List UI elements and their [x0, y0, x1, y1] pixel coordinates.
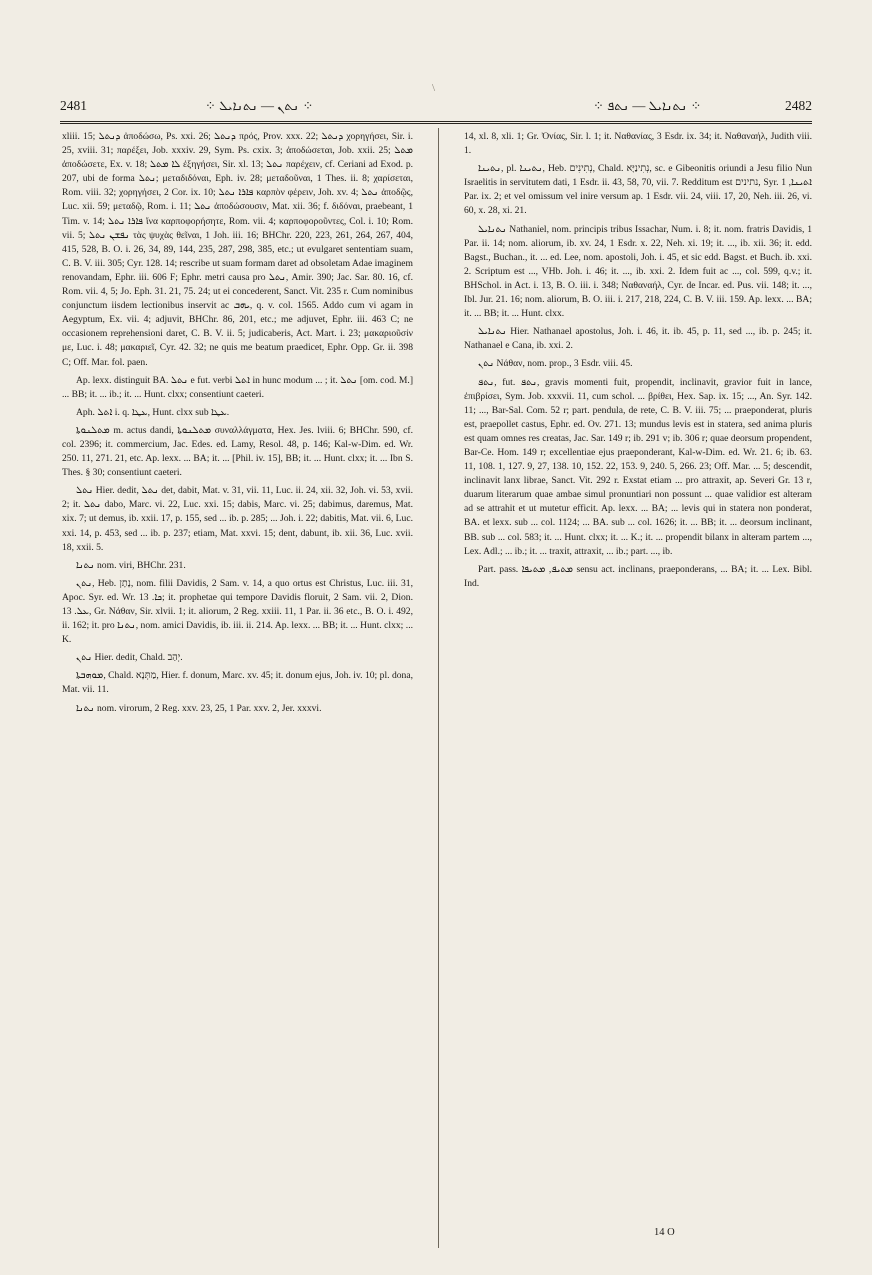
- margin-mark: \: [432, 82, 436, 94]
- entry-paragraph: Part. pass. ܡܬܝܦ, ܡܬܝܦܐ sensu act. inclinans, praeponderans, ... BA; it. ... Lex. Bibl. Ind.: [464, 563, 812, 589]
- page-number-left: 2481: [60, 98, 87, 113]
- entry-paragraph: Ap. lexx. distinguit BA. ܢܬܠ e fut. verbi ܐܬܠ in hunc modum ... ; it. ܢܬܠ [om. cod. M.] ... BB; it. ... ib.; it. ... Hunt. clxx; consentiunt caeteri.: [62, 374, 413, 400]
- entry-paragraph: ܢܬܦ, fut. ܢܬܦ, gravis momenti fuit, propendit, inclinavit, gravior fuit in lance, ἐπιβρίσει, Sym. Job. xxxvii. 11, cum schol. ... βρίθει, Hex. Sap. ix. 15; ..., An. Syr. 142. 11; ..., Bar-Sal. Com. 52 r; part. pendula, de rete, C. B. V. iii. 75; ... praeponderat, pluris est, praepollet castus, Ephr. ed. Ov. 271. 13; mundus levis est in statera, sed anima pluris est quam omnes res creatas, Jac. Sar. 149 r; ib. 291 v; ib. 306 r; quae deorsum propendent, Bar-Ce. Hom. 149 r; excellentiae ejus praeponderant, Kal-w-Dim. ed. Wr. 21. 6; ib. 63. 11, 108. 1, 127. 9, 27, 138. 10, 152. 22, 153. 9, 240. 5, 266. 23; Off. Mar. ... 5; descendit, inclinavit lanx librae, Sanct. Vit. 292 r. Exstat etiam ... pro attraxit, ap. Severi Gr. 13 r, duarum literarum quae ambae simul pronuntiari non possunt ... quae validior est alteram ad se attrahit et ut mutetur efficit. Ap. lexx. ... BA; ... levis qui in statera non ponderat, BA. et lexx. sub ... col. 1124; ... BA. sub ... col. 1626; it. ... BB; it. ... deorsum inclinant, BB. sub ... col. 583; it. ... Hunt. clxx; it. ... K.; it. ... propendit bilanx in alteram partem ..., Lex. Adl.; ... ib.; it. ... traxit, attraxit, ... ib.; part. ..., ib.: [464, 376, 812, 557]
- entry-paragraph: ܢܬܢ, Heb. נָתָן, nom. filii Davidis, 2 Sam. v. 14, a quo ortus est Christus, Luc. iii. 31, Apoc. Syr. ed. Wr. ܟܐ. 13; it. prophetae qui tempore Davidis floruit, 2 Sam. vii. 2, Dion. ܥܠ. 13, Gr. Νάθαν, Sir. xlvii. 1; it. aliorum, 2 Reg. xxiii. 11, 1 Par. ii. 36 etc., B. O. i. 492, ii. 162; it. pro ܢܬܢܐ, nom. amici Davidis, ib. iii. ii. 214. Ap. lexx. ... BB; it. ... Hunt. clxx; ... K.: [62, 577, 413, 646]
- entry-paragraph: ܢܬܢܐ nom. virorum, 2 Reg. xxv. 23, 25, 1 Par. xxv. 2, Jer. xxxvi.: [76, 702, 322, 714]
- entry-paragraph: ܢܬܝܢܐ, pl. ܢܬܝܢܐ, Heb. נְתִינִים, Chald. נְתִינַיָּא, sc. e Gibeonitis oriundi a Jesu filio Nun Israelitis in servitutem dati, 1 Esdr. ii. 43, 58, 70, vii. 7. Redditum est נתינים, Syr. ܐܬܝܢܐ, 1 Par. ix. 2; et vel omissum vel inire versum ap. 1 Esdr. vii. 24, viii. 17, 20, Neh. iii. 26, vi. 60, x. 28, xi. 21.: [464, 163, 812, 217]
- entry-paragraph: ܢܬܢ Hier. dedit, Chald. יְהַב.: [76, 652, 183, 664]
- page-header: [60, 98, 812, 120]
- column-divider: [438, 128, 439, 1248]
- header-rule: [60, 121, 812, 124]
- page-number-right: 2482: [785, 98, 812, 113]
- left-column: [62, 130, 413, 1245]
- entry-paragraph: ܢܬܢ Νάθαν, nom. prop., 3 Esdr. viii. 45.: [478, 358, 633, 370]
- entry-paragraph: ܢܬܢܐ nom. viri, BHChr. 231.: [76, 559, 186, 571]
- entry-paragraph: ܢܬܠ Hier. dedit, ܢܬܠ det, dabit, Mat. v. 31, vii. 11, Luc. ii. 24, xii. 32, Joh. vi. 53, xvii. 2; it. ܢܬܠ dabo, Marc. vi. 22, Luc. xxi. 15; dabis, Marc. vi. 25; dabimus, daremus, Mat. xix. 7; ut demus, ib. xxii. 17, p. 155, sed ... ib. p. 285; ... Joh. i. 22; dabitis, Mat. vii. 6, Luc. xxi. 14, p. 453, sed ... ib. p. 237; etiam, Mat. xxvi. 15; dent, dabunt, ib. xii. 36, Luc. xvii. 18, xxii. 5.: [62, 485, 413, 553]
- entry-paragraph: 14, xl. 8, xli. 1; Gr. Ὀνίας, Sir. l. 1; it. Ναθανίας, 3 Esdr. ix. 34; it. Ναθαναήλ, Judith viii. 1.: [464, 131, 812, 157]
- entry-paragraph: ܢܬܢܐܝܠ Hier. Nathanael apostolus, Joh. i. 46, it. ib. 45, p. 11, sed ..., ib. p. 245; it. Nathanael e Cana, ib. xxi. 2.: [464, 326, 812, 352]
- entry-paragraph: Aph. ܐܬܠ i. q. ܥܛܐ, Hunt. clxx sub ܥܛܐ.: [76, 406, 230, 418]
- signature-mark: 14 O: [654, 1227, 675, 1238]
- running-head-right: ⁘ ܢܬܢܐܝܠ — ܢܬܦ ⁘: [593, 98, 702, 113]
- entry-paragraph: ܢܬܢܐܝܠ Nathaniel, nom. principis tribus Issachar, Num. i. 8; it. nom. fratris Davidis, 1 Par. ii. 14; nom. aliorum, ib. xv. 24, 1 Esdr. x. 22, Neh. xi. 19; it. ..., ib. xii. 36; it. edd. Bagst., Buchan., it. ... ed. Lee, nom. apostoli, Joh. i. 45, et sic edd. Bagst. et Buch. ib. xxi. 2. Scriptum est ..., VHb. Joh. i. 46; it. ..., ib. xxi. 2. Idem fuit ac ..., col. 599, q.v.; it. BHSchol. in Act. i. 13, B. O. iii. i. 348; Ναθαναήλ, Cyr. de Incar. ed. Pus. vii. 148; it. ..., Ibl. Jur. 21. 16; nom. aliorum, B. O. iii. i. 217, 218, 224, C. B. V. iii. 159. Ap. lexx. ... BA; it. ... BB; it. ... Hunt. clxx.: [464, 223, 812, 320]
- entry-paragraph: xliii. 15; ܕܢܬܠ ἀποδώσω, Ps. xxi. 26; ܕܢܬܠ πρός, Prov. xxx. 22; ܕܢܬܠ χορηγήσει, Sir. i. 25, xviii. 31; παρέξει, Job. xxxiv. 29, Sym. Ps. cxix. 3; ἀποδώσεται, Job. xxii. 25; ܡܬܠ ἀποδώσετε, Ex. v. 18; ܠܐ ܡܬܠ ἐξηγήσει, Sir. xl. 13; ܢܬܠ παρέχειν, cf. Ceriani ad Exod. p. 207, ubi de forma ܢܬܠ; μεταδιδόναι, Eph. iv. 28; μεταδοῦναι, 1 Thes. ii. 8; χαρίσεται, Rom. viii. 32; χορηγήσει, 2 Cor. ix. 10; ܦܐܪܐ ܢܬܠ καρπὸν φέρειν, Joh. xv. 4; ܢܬܠ ἀποδῷς, Luc. xii. 59; μεταδῷ, Rom. i. 11; ܢܬܠ ἀποδώσουσιν, Mat. xii. 36; f. διδόναι, praebeant, 1 Tim. v. 14; ܦܐܪܐ ܢܬܠ ἵνα καρποφορήσητε, Rom. vii. 4; καρποφοροῦντες, Col. i. 10; Rom. vii. 5; ܢܦܫܢ ܢܬܠ τὰς ψυχὰς θεῖναι, 1 Joh. iii. 16; BHChr. 220, 223, 261, 264, 267, 404, 415, 528, B. O. i. 26, 34, 89, 144, 235, 287, 298, 385, etc.; ut evulgaret sententiam suam, C. B. V. iii. 305; Cyr. 128. 14; rescribe ut suam formam daret ad obsoletam Adae imaginem renovandam, Ephr. iii. 606 F; Ephr. metri causa pro ܢܬܠ, Amir. 390; Jac. Sar. 80. 16, cf. Rom. vii. 4, 5; Jo. Eph. 31. 21, 75. 24; ut ei concederent, Sanct. Vit. 235 r. Cum nominibus conjunctum iisdem lectionibus inservit ac ܝܗܒ, q. v. col. 1565. Addo cum vi agam in Aegyptum, Ex. vii. 4; adjuvit, BHChr. 86, 201, etc.; me adjuvet, Ephr. iii. 463 C; ne occasionem reprehensioni daret, C. B. V. ii. 5; judicaberis, Act. Mart. i. 23; μακαριοῦσίν με, Luc. i. 48; μακαριεῖ, Cyr. 42. 32; ne quis me beatum praedicet, Ephr. Opp. Gr. ii. 398 C; Off. Mar. fol. paen.: [62, 131, 413, 368]
- right-column: [464, 130, 812, 1245]
- entry-paragraph: ܡܬܠܢܘܬܐ m. actus dandi, ܡܬܠܢܘܬܐ συναλλάγματα, Hex. Jes. lviii. 6; BHChr. 590, cf. col. 2396; it. commercium, Jac. Edes. ed. Lamy, Resol. 48, p. 146; Kal-w-Dim. ed. Wr. 250. 11, 271. 21, etc. Ap. lexx. ... BA; it. ... [Phil. iv. 15], BB; it. ... Hunt. clxx; it. ... Ibn S. Thes. § 30; consentiunt caeteri.: [62, 424, 413, 479]
- entry-paragraph: ܡܘܗܒܬܐ, Chald. מַתְּנָא, Hier. f. donum, Marc. xv. 45; it. donum ejus, Joh. iv. 10; pl. dona, Mat. vii. 11.: [62, 670, 413, 696]
- running-head-left: ⁘ ܢܬܢ — ܢܬܢܐܝܠ ⁘: [205, 98, 314, 113]
